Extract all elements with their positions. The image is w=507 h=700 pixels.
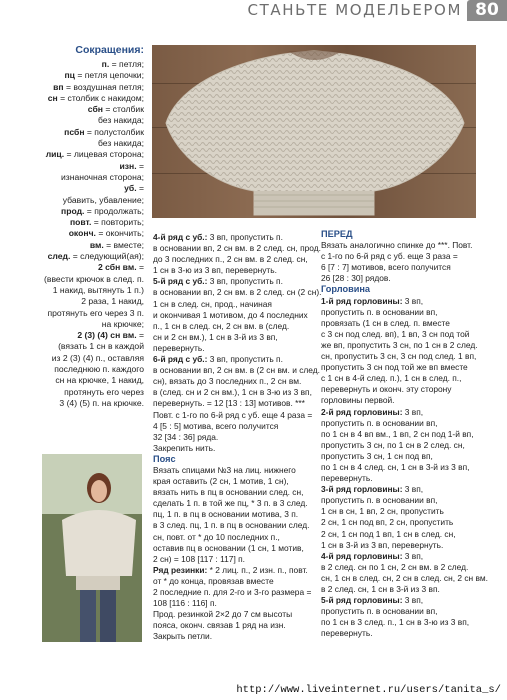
text-line: вязать нить в пц в основании след. сн, <box>153 487 304 498</box>
text-line: 3-й ряд горловины: 3 вп, <box>321 484 424 495</box>
section-heading: ПЕРЕД <box>321 229 353 239</box>
term: 3-й ряд горловины: <box>321 484 403 495</box>
abbreviation-line: сн = столбик с накидом; <box>47 92 144 103</box>
abbreviation-term: изн. <box>119 160 137 171</box>
text-line: пропустить п. в основании вп, <box>321 306 438 317</box>
abbreviation-line: (ввести крючок в след. п. <box>44 273 144 284</box>
pattern-instructions-back <box>153 232 322 642</box>
text-line: пропустить 3 сн под той же вп вместе <box>321 362 468 373</box>
text-line: с 1-го по 6-й ряд с уб. еще 3 раза = <box>321 251 458 262</box>
text-line: 6 [7 : 7] мотивов, всего получится <box>321 262 451 273</box>
text-line: 2-й ряд горловины: 3 вп, <box>321 406 424 417</box>
abbreviation-line: вм. = вместе; <box>89 239 144 250</box>
text-line: с 1 сн в 4-й след. п.), 1 сн в след. п., <box>321 373 462 384</box>
term: 4-й ряд с уб.: <box>153 232 208 242</box>
text-line: провязать (1 сн в след. п. вместе <box>321 317 450 328</box>
abbreviation-line: протянуть его через <box>64 386 144 397</box>
text-line: 6-й ряд с уб.: 3 вп, пропустить п. <box>153 354 283 365</box>
text-line: в 2 след. сн, 1 сн в 3-й из 3 вп. <box>321 584 440 594</box>
abbreviation-term: уб. <box>124 183 137 194</box>
term: 4-й ряд горловины: <box>321 550 403 561</box>
text-line: Закрыть петли. <box>153 631 213 642</box>
page-number: 80 <box>467 0 507 21</box>
text-line: Прод. резинкой 2×2 до 7 см высоты <box>153 609 293 620</box>
text-line: сн и 2 сн вм.), 1 сн в 3-й из 3 вп, <box>153 331 278 342</box>
term: 1-й ряд горловины: <box>321 295 403 306</box>
abbreviation-term: оконч. <box>68 228 96 239</box>
abbreviation-line: сбн = столбик <box>87 104 144 115</box>
term: 6-й ряд с уб.: <box>153 354 208 365</box>
text-line: в основании вп, 2 сн вм. в 2 след. сн (2 сн). <box>153 287 322 298</box>
abbreviation-line: 3 (4) (5) п. на крючке. <box>59 397 144 408</box>
abbreviation-line: повт. = повторить; <box>69 217 144 228</box>
abbreviation-line: 1 накид, вытянуть 1 п.) <box>52 284 144 295</box>
text-line: перевернуть и оконч. эту сторону <box>321 384 452 395</box>
text-line: Вязать аналогично спинке до ***. Повт. <box>321 240 473 251</box>
abbreviation-line: без накида; <box>97 138 144 149</box>
text-line: же вп, пропустить 3 сн, по 1 сн в 2 след. <box>321 339 478 350</box>
text-line: перевернуть. <box>321 473 373 484</box>
text-line: края оставить (2 сн, 1 мотив, 1 сн), <box>153 476 289 487</box>
abbreviation-line: след. = следующий(ая); <box>47 251 144 262</box>
abbreviation-term: след. <box>47 251 71 262</box>
text-line: сделать 1 п. в той же пц, * 3 п. в 3 след. <box>153 498 308 509</box>
text-line: 1 сн в 3-й из 3 вп, перевернуть. <box>321 539 444 550</box>
abbreviation-line: оконч. = окончить; <box>68 228 144 239</box>
abbreviation-line: последнюю п. каждого <box>54 364 144 375</box>
text-line: 4-й ряд горловины: 3 вп, <box>321 550 424 561</box>
section-heading: Пояс <box>153 453 176 464</box>
abbreviations-title: Сокращения: <box>75 44 144 56</box>
text-line: 4 [5 : 5] мотива, всего получится <box>153 420 279 431</box>
abbreviation-line: пц = петля цепочки; <box>64 70 144 81</box>
text-line: в (след. сн и 2 сн вм.), 1 сн в 3-ю из 3 вп, <box>153 387 312 398</box>
abbreviation-line: лиц. = лицевая сторона; <box>45 149 144 160</box>
text-line: 1-й ряд горловины: 3 вп, <box>321 295 424 306</box>
text-line: 26 [28 : 30] рядов. <box>321 273 391 284</box>
text-line: 2 сн, 1 сн под 1 вп, 1 сн в след. сн, <box>321 528 456 539</box>
abbreviation-line: без накида; <box>97 115 144 126</box>
abbreviation-line: прод. = продолжать; <box>61 205 144 216</box>
abbreviation-line: протянуть его через 3 п. <box>47 307 144 318</box>
term: 5-й ряд горловины: <box>321 595 403 606</box>
abbreviation-term: сбн <box>87 104 103 115</box>
abbreviation-line: псбн = полустолбик <box>64 126 144 137</box>
abbreviations-block <box>40 44 144 409</box>
abbreviation-line: п. = петля; <box>101 59 144 69</box>
model-photo <box>42 454 142 642</box>
term: Ряд резинки: <box>153 564 208 575</box>
text-line: 4-й ряд с уб.: 3 вп, пропустить п. <box>153 232 283 242</box>
abbreviation-line: 2 раза, 1 накид, <box>81 296 144 307</box>
abbreviation-term: лиц. <box>45 149 65 160</box>
text-line: пропустить п. в основании вп, <box>321 417 438 428</box>
text-line: пропустить 3 сн, 1 сн под вп, <box>321 450 433 461</box>
text-line: Закрепить нить. <box>153 442 216 453</box>
text-line: оставив пц в основании (1 сн, 1 мотив, <box>153 542 304 553</box>
abbreviation-line: 2 сбн вм. = <box>97 262 144 273</box>
text-line: с 3 сн под след. вп), 1 вп, 3 сн под той <box>321 328 470 339</box>
text-line: пропустить 3 сн, по 1 сн в 2 след. сн, <box>321 439 465 450</box>
abbreviation-line: изнаночная сторона; <box>60 171 144 182</box>
pattern-instructions-front <box>321 229 488 639</box>
text-line: от * до конца, провязав вместе <box>153 575 274 586</box>
text-line: 108 [116 : 116] п. <box>153 598 217 609</box>
text-line: Повт. с 1-го по 6-й ряд с уб. еще 4 раза = <box>153 409 313 420</box>
text-line: в основании вп, 2 сн вм. в 2 след. сн, прод. <box>153 243 321 254</box>
abbreviation-line: сн на крючке, 1 накид, <box>55 375 144 386</box>
text-line: перевернуть. <box>321 628 373 639</box>
text-line: по 1 сн в 3 след. п., 1 сн в 3-ю из 3 вп, <box>321 617 470 628</box>
term: 2-й ряд горловины: <box>321 406 403 417</box>
source-watermark: http://www.liveinternet.ru/users/tanita_s/ <box>236 684 501 696</box>
garment-flat-photo <box>152 45 476 218</box>
abbreviations-list <box>40 59 144 409</box>
abbreviation-line: из 2 (3) (4) п., оставляя <box>51 352 144 363</box>
text-line: 5-й ряд горловины: 3 вп, <box>321 595 424 606</box>
term: 5-й ряд с уб.: <box>153 276 208 287</box>
text-line: в основании вп, 2 сн вм. в (2 сн вм. и след. <box>153 365 320 376</box>
abbreviation-line: изн. = <box>119 160 144 171</box>
section-title: СТАНЬТЕ МОДЕЛЬЕРОМ <box>247 1 462 19</box>
text-line: 2 последние п. для 2-го и 3-го размера = <box>153 587 312 597</box>
text-line: 2 сн, 1 сн под вп, 2 сн, пропустить <box>321 517 454 528</box>
text-line: 5-й ряд с уб.: 3 вп, пропустить п. <box>153 276 283 287</box>
text-line: пропустить п. в основании вп, <box>321 606 438 617</box>
text-line: пояса, оконч. связав 1 ряд на изн. <box>153 620 286 631</box>
text-line: до 3 последних п., 2 сн вм. в 2 след. сн, <box>153 254 308 265</box>
abbreviation-term: сн <box>47 92 58 103</box>
text-line: сн, 1 сн в след. сн, 2 сн в след. сн, 2 сн вм. <box>321 572 488 583</box>
text-line: Ряд резинки: * 2 лиц. п., 2 изн. п., повт. <box>153 564 308 575</box>
text-line: перевернуть. <box>153 342 205 353</box>
abbreviation-term: пц <box>64 70 75 81</box>
text-line: перевернуть. = 12 [13 : 13] мотивов. *** <box>153 398 305 409</box>
text-line: и окончивая 1 мотивом, до 4 последних <box>153 309 308 320</box>
text-line: п., 1 сн в след. сн, 2 сн вм. в (след. <box>153 320 290 331</box>
abbreviation-term: 2 сбн вм. <box>97 262 137 273</box>
text-line: 1 сн в 3-ю из 3 вп, перевернуть. <box>153 265 277 276</box>
knitted-bolero-image <box>152 45 476 218</box>
abbreviation-term: п. <box>101 59 110 69</box>
woman-in-sweater-image <box>42 454 142 642</box>
text-line: пропустить п. в основании вп, <box>321 495 438 506</box>
section-heading: Горловина <box>321 284 371 295</box>
abbreviation-term: прод. <box>61 205 85 216</box>
text-line: Вязать спицами №3 на лиц. нижнего <box>153 464 296 475</box>
abbreviation-line: вп = воздушная петля; <box>53 81 144 92</box>
text-line: 1 сн в сн, 1 вп, 2 сн, пропустить <box>321 506 444 517</box>
page-header <box>0 0 507 22</box>
text-line: сн), вязать до 3 последних п., 2 сн вм. <box>153 376 302 387</box>
abbreviation-line: (вязать 1 сн в каждой <box>58 341 144 352</box>
abbreviation-line: уб. = <box>124 183 144 194</box>
abbreviation-line: убавить, убавление; <box>62 194 144 205</box>
text-line: пц, 1 п. в пц в основании мотива, 3 п. <box>153 509 299 520</box>
text-line: в 3 след. пц, 1 п. в пц в основании след. <box>153 520 310 531</box>
text-line: по 1 сн в 4 вп вм., 1 вп, 2 сн под 1-й вп, <box>321 428 474 439</box>
abbreviation-line: 2 (3) (4) сн вм. = <box>77 330 144 341</box>
text-line: 32 [34 : 36] ряда. <box>153 431 219 442</box>
text-line: по 1 сн в 4 след. сн, 1 сн в 3-й из 3 вп, <box>321 461 470 472</box>
abbreviation-term: псбн <box>64 126 85 137</box>
abbreviation-line: на крючке; <box>101 318 144 329</box>
text-line: 1 сн в след. сн, прод., начиная <box>153 298 272 309</box>
text-line: сн, пропустить 3 сн, 3 сн под след. 1 вп, <box>321 351 477 362</box>
text-line: 2 сн) = 108 [117 : 117] п. <box>153 553 245 564</box>
text-line: сн, повт. от * до 10 последних п., <box>153 531 280 542</box>
abbreviation-term: вм. <box>89 239 104 250</box>
abbreviation-term: вп <box>53 81 64 92</box>
text-line: горловины первой. <box>321 395 395 406</box>
abbreviation-term: 2 (3) (4) сн вм. <box>77 330 137 341</box>
text-line: в 2 след. сн по 1 сн, 2 сн вм. в 2 след. <box>321 561 469 572</box>
abbreviation-term: повт. <box>69 217 92 228</box>
